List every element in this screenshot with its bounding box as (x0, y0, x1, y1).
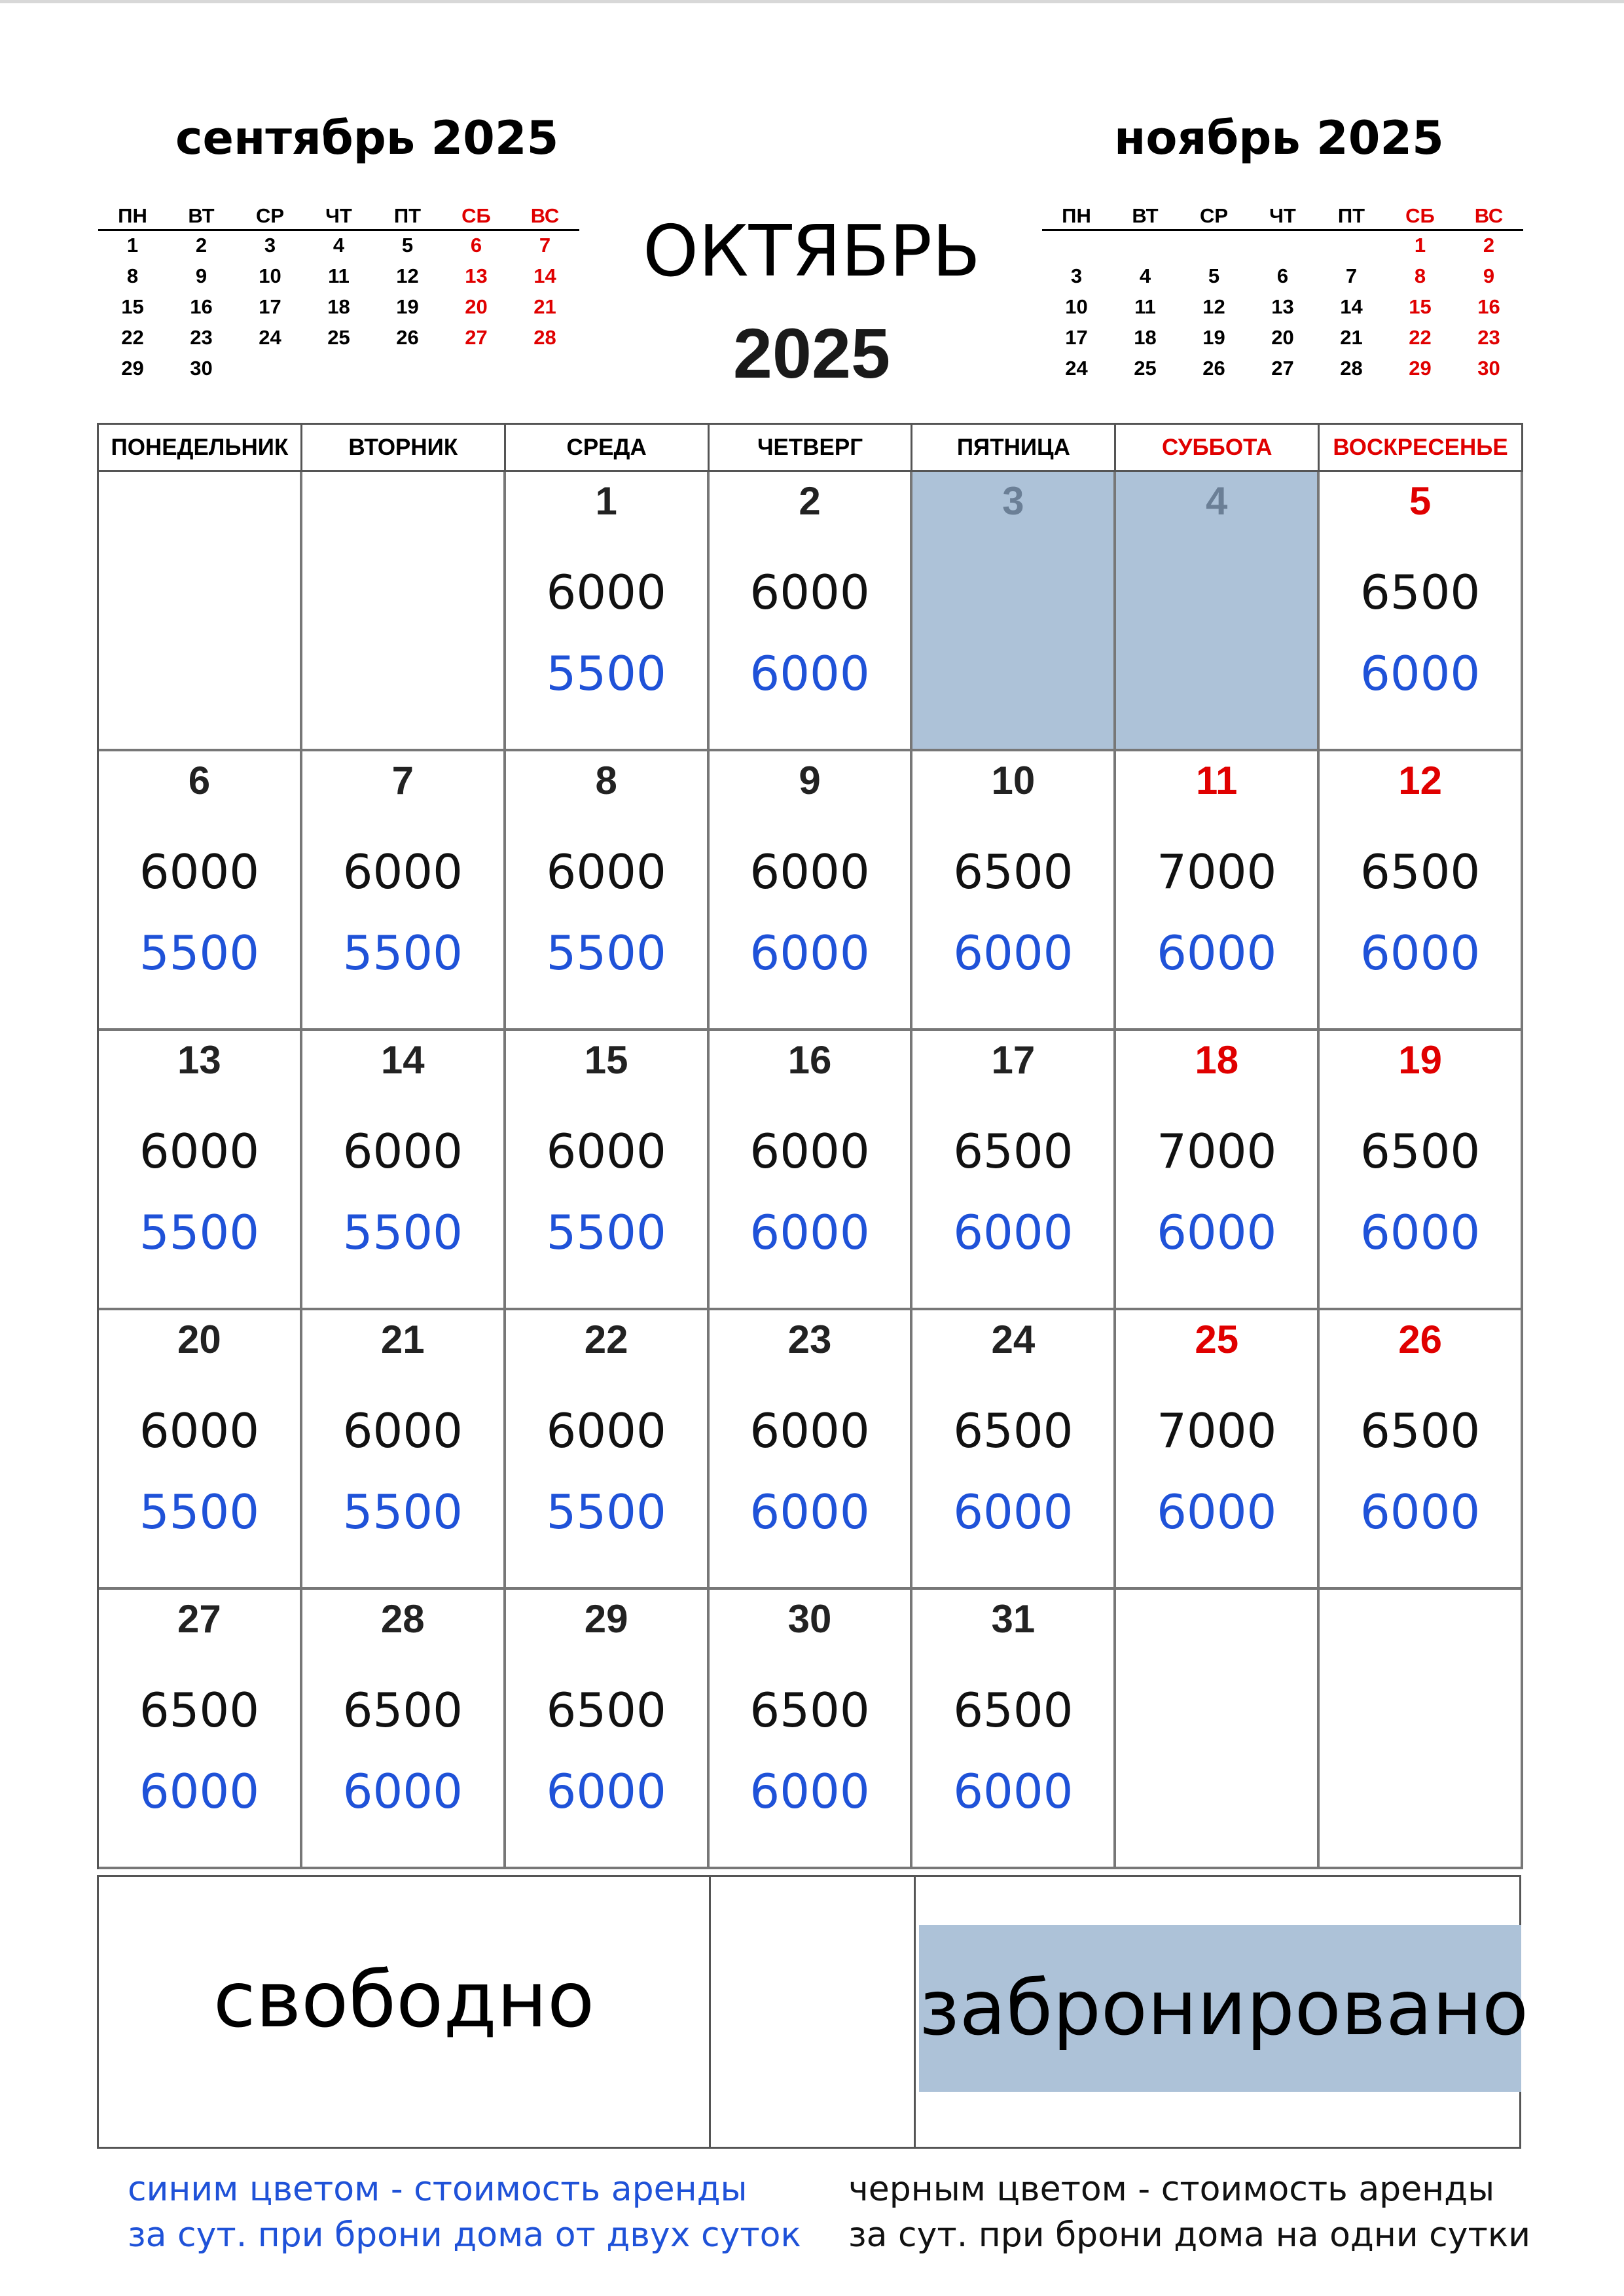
price-one-night: 6500 (749, 1683, 870, 1738)
price-two-nights: 6000 (546, 1764, 666, 1819)
day-cell[interactable] (99, 1590, 302, 1869)
mini-day: 23 (190, 326, 213, 349)
mini-weekday: ПН (118, 204, 147, 227)
mini-day: 14 (533, 264, 556, 287)
day-number: 27 (177, 1597, 221, 1641)
week-row (99, 1590, 1523, 1869)
price-two-nights: 6000 (749, 646, 870, 701)
mini-weekday: ВС (1474, 204, 1504, 227)
price-two-nights: 6000 (1157, 1205, 1277, 1260)
mini-day: 21 (533, 295, 556, 318)
mini-day: 3 (1070, 264, 1083, 287)
day-number: 15 (584, 1038, 628, 1082)
day-number: 5 (1409, 479, 1432, 523)
day-number: 19 (1398, 1038, 1442, 1082)
price-one-night: 6500 (1360, 1124, 1481, 1179)
day-number: 10 (991, 759, 1036, 802)
mini-day: 10 (259, 264, 281, 287)
month-year: 2025 (732, 314, 891, 393)
weekday-header: ПОНЕДЕЛЬНИК (99, 425, 302, 472)
mini-day: 29 (1409, 357, 1432, 380)
mini-day: 2 (195, 234, 208, 257)
day-number: 26 (1398, 1318, 1442, 1361)
note-black-price (848, 2166, 1530, 2258)
price-two-nights: 6000 (1157, 925, 1277, 980)
day-cell (1116, 1590, 1320, 1869)
day-number: 21 (380, 1318, 425, 1361)
note-black-line: за сут. при брони дома на одни сутки (848, 2215, 1531, 2255)
mini-day: 22 (121, 326, 144, 349)
mini-day: 12 (396, 264, 419, 287)
mini-day: 15 (121, 295, 144, 318)
legend-divider (914, 1877, 916, 2147)
price-two-nights: 5500 (546, 646, 666, 701)
day-cell[interactable] (506, 751, 710, 1031)
price-one-night: 6500 (1360, 565, 1481, 620)
price-two-nights: 5500 (139, 1205, 260, 1260)
mini-day (1042, 231, 1111, 262)
mini-day: 19 (1202, 326, 1225, 349)
mini-day: 24 (259, 326, 281, 349)
prev-month-grid (98, 202, 579, 385)
mini-day: 12 (1202, 295, 1225, 318)
legend-divider (709, 1877, 711, 2147)
price-one-night: 6000 (546, 1403, 666, 1458)
price-two-nights: 6000 (953, 925, 1074, 980)
day-number: 12 (1398, 759, 1442, 802)
price-two-nights: 6000 (749, 1205, 870, 1260)
mini-weekday: СБ (1405, 204, 1435, 227)
prev-month-week (98, 354, 579, 385)
next-month-week (1042, 231, 1523, 262)
price-two-nights: 6000 (1360, 1484, 1481, 1539)
mini-weekday: ВТ (1132, 204, 1159, 227)
day-cell[interactable] (912, 1031, 1116, 1310)
mini-day: 25 (1134, 357, 1157, 380)
day-cell[interactable] (1320, 751, 1523, 1031)
price-one-night: 6500 (1360, 1403, 1481, 1458)
day-number: 4 (1206, 479, 1228, 523)
price-two-nights: 6000 (749, 1484, 870, 1539)
next-month-grid (1042, 202, 1523, 385)
mini-day: 6 (1276, 264, 1289, 287)
day-cell[interactable] (1116, 1310, 1320, 1590)
mini-day: 6 (470, 234, 482, 257)
day-number: 6 (188, 759, 211, 802)
price-one-night: 6000 (139, 1403, 260, 1458)
mini-day: 16 (1477, 295, 1500, 318)
day-number: 31 (991, 1597, 1036, 1641)
day-number: 11 (1196, 759, 1238, 802)
day-number: 8 (595, 759, 617, 802)
weekday-header: ЧЕТВЕРГ (710, 425, 913, 472)
mini-day (511, 354, 579, 385)
price-one-night: 6500 (953, 1124, 1074, 1179)
mini-day (236, 354, 304, 385)
day-cell[interactable] (506, 1310, 710, 1590)
day-cell[interactable] (506, 1590, 710, 1869)
price-one-night: 6500 (546, 1683, 666, 1738)
mini-day: 24 (1065, 357, 1088, 380)
day-cell (99, 472, 302, 751)
price-one-night: 6000 (546, 844, 666, 899)
price-one-night: 6500 (953, 1683, 1074, 1738)
weekday-header: ПЯТНИЦА (912, 425, 1116, 472)
mini-day: 28 (1340, 357, 1363, 380)
price-one-night: 6500 (139, 1683, 260, 1738)
next-month-week (1042, 354, 1523, 385)
day-cell[interactable] (912, 1590, 1116, 1869)
day-cell[interactable] (710, 751, 913, 1031)
price-one-night: 6500 (342, 1683, 463, 1738)
mini-day: 14 (1340, 295, 1363, 318)
mini-day: 3 (264, 234, 276, 257)
day-cell-booked[interactable] (912, 472, 1116, 751)
week-row (99, 1031, 1523, 1310)
prev-month-week (98, 293, 579, 323)
day-cell (1320, 1590, 1523, 1869)
mini-day: 21 (1340, 326, 1363, 349)
day-cell[interactable] (710, 1310, 913, 1590)
day-cell[interactable] (1320, 1031, 1523, 1310)
day-cell[interactable] (99, 1310, 302, 1590)
day-number: 3 (1002, 479, 1024, 523)
mini-day: 10 (1065, 295, 1088, 318)
prev-month-title: сентябрь 2025 (175, 111, 559, 165)
day-number: 20 (177, 1318, 221, 1361)
price-one-night: 7000 (1157, 1124, 1277, 1179)
price-two-nights: 5500 (342, 1484, 463, 1539)
week-row (99, 1310, 1523, 1590)
mini-day: 20 (465, 295, 488, 318)
mini-day: 7 (1345, 264, 1358, 287)
price-two-nights: 5500 (139, 925, 260, 980)
legend-free-label: свободно (213, 1954, 595, 2045)
price-one-night: 6500 (953, 1403, 1074, 1458)
mini-day: 4 (1139, 264, 1151, 287)
price-two-nights: 6000 (953, 1205, 1074, 1260)
price-one-night: 7000 (1157, 1403, 1277, 1458)
price-one-night: 6500 (1360, 844, 1481, 899)
mini-day: 27 (1271, 357, 1294, 380)
mini-day: 5 (401, 234, 414, 257)
mini-day: 28 (533, 326, 556, 349)
mini-weekday: ЧТ (325, 204, 352, 227)
price-two-nights: 5500 (546, 1205, 666, 1260)
mini-day: 8 (1414, 264, 1426, 287)
legend-box (97, 1875, 1529, 2149)
mini-day: 29 (121, 357, 144, 380)
next-month-title: ноябрь 2025 (1114, 111, 1444, 165)
prev-month-week (98, 231, 579, 262)
note-blue-price (128, 2166, 801, 2258)
day-number: 17 (991, 1038, 1036, 1082)
mini-day: 23 (1477, 326, 1500, 349)
prev-month-week (98, 323, 579, 354)
mini-weekday: ПТ (393, 204, 422, 227)
mini-day: 2 (1483, 234, 1495, 257)
mini-day (1180, 231, 1248, 262)
mini-weekday: ПТ (1337, 204, 1365, 227)
day-cell[interactable] (1116, 751, 1320, 1031)
day-cell[interactable] (506, 1031, 710, 1310)
price-two-nights: 6000 (953, 1764, 1074, 1819)
day-number: 16 (787, 1038, 832, 1082)
weekday-header: ВОСКРЕСЕНЬЕ (1320, 425, 1523, 472)
price-two-nights: 6000 (1360, 646, 1481, 701)
day-number: 18 (1195, 1038, 1239, 1082)
mini-weekday: ЧТ (1269, 204, 1296, 227)
prev-month-weekday-row (98, 202, 579, 231)
mini-weekday: СБ (461, 204, 491, 227)
price-two-nights: 6000 (139, 1764, 260, 1819)
mini-day: 4 (333, 234, 345, 257)
mini-day: 22 (1409, 326, 1432, 349)
mini-day: 11 (328, 264, 350, 287)
mini-day: 1 (1414, 234, 1426, 257)
day-cell[interactable] (1320, 1310, 1523, 1590)
mini-day: 26 (1202, 357, 1225, 380)
day-cell[interactable] (710, 1590, 913, 1869)
mini-day: 17 (1065, 326, 1088, 349)
mini-day: 7 (539, 234, 551, 257)
next-month-week (1042, 293, 1523, 323)
weekday-header: ВТОРНИК (302, 425, 506, 472)
mini-day: 9 (195, 264, 208, 287)
mini-day: 5 (1208, 264, 1220, 287)
mini-day: 26 (396, 326, 419, 349)
day-cell[interactable] (506, 472, 710, 751)
price-one-night: 6000 (546, 1124, 666, 1179)
mini-weekday: СР (1199, 204, 1229, 227)
mini-day: 1 (126, 234, 139, 257)
mini-day (1317, 231, 1386, 262)
price-two-nights: 5500 (342, 925, 463, 980)
mini-weekday: ВТ (188, 204, 215, 227)
price-two-nights: 5500 (139, 1484, 260, 1539)
mini-day (1248, 231, 1317, 262)
mini-day: 20 (1271, 326, 1294, 349)
mini-day: 25 (327, 326, 350, 349)
weekday-header: СУББОТА (1116, 425, 1320, 472)
mini-day: 30 (1477, 357, 1500, 380)
price-one-night: 6000 (749, 565, 870, 620)
price-one-night: 7000 (1157, 844, 1277, 899)
price-two-nights: 6000 (749, 925, 870, 980)
price-one-night: 6000 (342, 1124, 463, 1179)
price-two-nights: 6000 (342, 1764, 463, 1819)
day-cell[interactable] (710, 1031, 913, 1310)
day-cell[interactable] (99, 1031, 302, 1310)
price-two-nights: 6000 (1157, 1484, 1277, 1539)
day-number: 14 (380, 1038, 425, 1082)
day-cell[interactable] (302, 1590, 506, 1869)
day-number: 13 (177, 1038, 221, 1082)
note-black-line: черным цветом - стоимость аренды (848, 2170, 1495, 2209)
day-number: 7 (391, 759, 414, 802)
price-one-night: 6000 (139, 844, 260, 899)
price-two-nights: 5500 (546, 1484, 666, 1539)
day-number: 24 (991, 1318, 1036, 1361)
week-row (99, 472, 1523, 751)
day-number: 9 (799, 759, 821, 802)
day-cell-booked[interactable] (1116, 472, 1320, 751)
price-two-nights: 5500 (342, 1205, 463, 1260)
mini-day: 18 (327, 295, 350, 318)
mini-day (442, 354, 511, 385)
day-cell[interactable] (302, 751, 506, 1031)
price-one-night: 6000 (342, 844, 463, 899)
prev-month-week (98, 262, 579, 293)
price-one-night: 6000 (749, 844, 870, 899)
price-one-night: 6000 (342, 1403, 463, 1458)
mini-weekday: ПН (1062, 204, 1091, 227)
day-number: 22 (584, 1318, 628, 1361)
mini-day: 17 (259, 295, 281, 318)
price-one-night: 6000 (749, 1403, 870, 1458)
price-one-night: 6000 (139, 1124, 260, 1179)
mini-day (1111, 231, 1180, 262)
mini-weekday: СР (255, 204, 285, 227)
day-cell[interactable] (302, 1310, 506, 1590)
october-calendar-grid (97, 423, 1523, 1869)
mini-weekday: ВС (530, 204, 560, 227)
mini-day: 11 (1134, 295, 1156, 318)
price-one-night: 6000 (749, 1124, 870, 1179)
mini-day: 18 (1134, 326, 1157, 349)
day-number: 1 (595, 479, 617, 523)
price-one-night: 6500 (953, 844, 1074, 899)
price-one-night: 6000 (546, 565, 666, 620)
day-number: 30 (787, 1597, 832, 1641)
next-month-week (1042, 262, 1523, 293)
price-two-nights: 6000 (1360, 925, 1481, 980)
mini-day: 16 (190, 295, 213, 318)
day-cell[interactable] (1320, 472, 1523, 751)
next-month-week (1042, 323, 1523, 354)
month-title: ОКТЯБРЬ (642, 211, 981, 293)
day-number: 2 (799, 479, 821, 523)
mini-day (373, 354, 442, 385)
weekday-header: СРЕДА (506, 425, 710, 472)
mini-day: 8 (126, 264, 139, 287)
mini-day: 9 (1483, 264, 1495, 287)
day-number: 29 (584, 1597, 628, 1641)
mini-day: 15 (1409, 295, 1432, 318)
mini-day (304, 354, 373, 385)
price-two-nights: 6000 (1360, 1205, 1481, 1260)
weekday-header-row (99, 425, 1523, 472)
top-border-line (0, 0, 1624, 3)
day-number: 28 (380, 1597, 425, 1641)
day-cell[interactable] (710, 472, 913, 751)
day-number: 25 (1195, 1318, 1239, 1361)
mini-day: 27 (465, 326, 488, 349)
day-cell[interactable] (912, 751, 1116, 1031)
day-number: 23 (787, 1318, 832, 1361)
next-month-weekday-row (1042, 202, 1523, 231)
day-cell[interactable] (912, 1310, 1116, 1590)
day-cell[interactable] (302, 1031, 506, 1310)
price-two-nights: 5500 (546, 925, 666, 980)
mini-day: 13 (1271, 295, 1294, 318)
price-two-nights: 6000 (953, 1484, 1074, 1539)
note-blue-line: за сут. при брони дома от двух суток (128, 2215, 801, 2255)
day-cell[interactable] (1116, 1031, 1320, 1310)
week-row (99, 751, 1523, 1031)
mini-day: 19 (396, 295, 419, 318)
day-cell (302, 472, 506, 751)
mini-day: 13 (465, 264, 488, 287)
price-two-nights: 6000 (749, 1764, 870, 1819)
day-cell[interactable] (99, 751, 302, 1031)
legend-booked-label: забронировано (919, 1925, 1521, 2092)
mini-day: 30 (190, 357, 213, 380)
note-blue-line: синим цветом - стоимость аренды (128, 2170, 748, 2209)
